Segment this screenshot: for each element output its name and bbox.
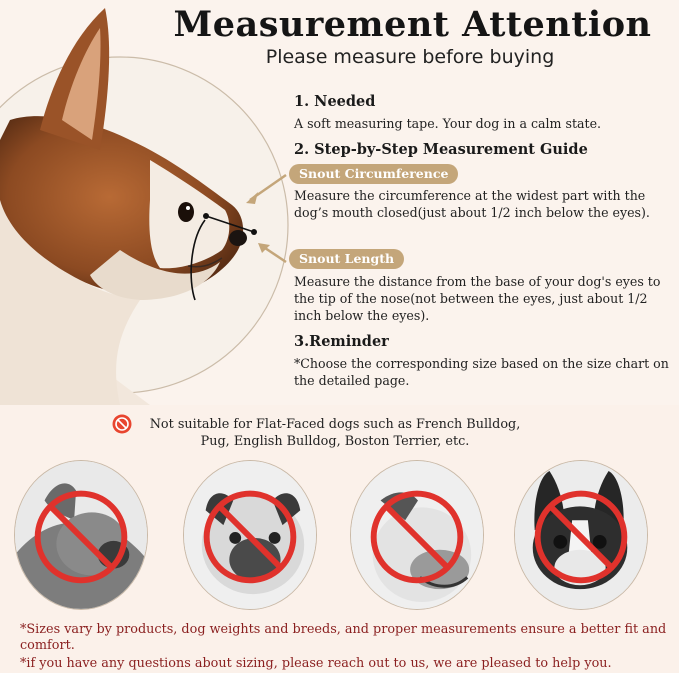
needed-text: A soft measuring tape. Your dog in a calm state.: [294, 116, 602, 131]
snout-circumference-text: Measure the circumference at the widest part with the dog’s mouth closed(just about 1/2 inch below the eyes).: [294, 188, 650, 220]
reminder-text: *Choose the corresponding size based on the size chart on the detailed page.: [294, 356, 669, 388]
reminder-heading: 3.Reminder: [294, 333, 389, 350]
warning-text: Not suitable for Flat-Faced dogs such as French Bulldog, Pug, English Bulldog, Boston Terrier, etc.: [149, 417, 521, 449]
boston-terrier-prohibited-icon: [514, 460, 648, 610]
needed-heading: 1. Needed: [294, 93, 376, 110]
pug-prohibited-icon: [183, 460, 317, 610]
snout-circumference-tag: Snout Circumference: [289, 164, 458, 184]
snout-length-text: Measure the distance from the base of your dog's eyes to the tip of the nose(not between the eyes, just about 1/2 inch below the eyes).: [294, 274, 661, 323]
english-bulldog-prohibited-icon: [350, 460, 484, 610]
footer-note-sizes: *Sizes vary by products, dog weights and breeds, and proper measurements ensure a better fit and comfort.: [20, 622, 667, 653]
guide-heading: 2. Step-by-Step Measurement Guide: [294, 141, 588, 158]
french-bulldog-prohibited-icon: [14, 460, 148, 610]
no-dog-icon: [112, 414, 132, 434]
footer-note-contact: *if you have any questions about sizing, please reach out to us, we are pleased to help you.: [20, 656, 612, 671]
page-subtitle: Please measure before buying: [265, 46, 555, 68]
page-title: Measurement Attention: [173, 4, 652, 45]
snout-length-tag: Snout Length: [289, 249, 404, 269]
